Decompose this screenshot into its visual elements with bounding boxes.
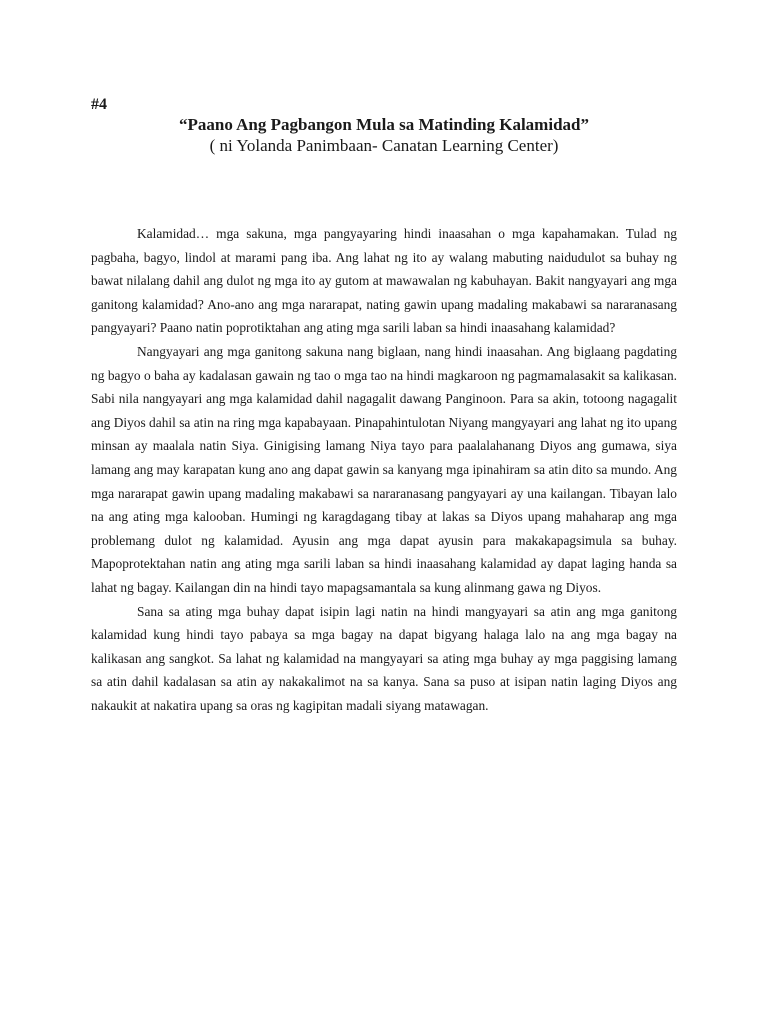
- document-title: “Paano Ang Pagbangon Mula sa Matinding Kalamidad”: [179, 115, 589, 134]
- paragraph-1: Kalamidad… mga sakuna, mga pangyayaring hindi inaasahan o mga kapahamakan. Tulad ng pagbaha, bagyo, lindol at marami pang iba. Ang lahat ng ito ay walang mabuting naidudulot sa buhay ng bawat nilalang dahil ang dulot ng mga ito ay gutom at mawawalan ng kabuhayan. Bakit nangyayari ang mga ganitong kalamidad? Ano-ano ang mga nararapat, nating gawin upang madaling makabawi sa nararanasang pangyayari? Paano natin poprotiktahan ang ating mga sarili laban sa hindi inaasahang kalamidad?: [91, 226, 677, 336]
- document-byline: ( ni Yolanda Panimbaan- Canatan Learning Center): [209, 136, 559, 155]
- paragraph-3: Sana sa ating mga buhay dapat isipin lagi natin na hindi mangyayari sa atin ang mga ganitong kalamidad kung hindi tayo pabaya sa mga bagay na dapat bigyang halaga lalo na ang mga bagay na kalikasan ang sangkot. Sa lahat ng kalamidad na mangyayari sa ating mga buhay ay mga paggising lamang sa atin dahil kadalasan sa atin ay nakakalimot na sa kanya. Sana sa puso at isipan natin laging Diyos ang nakaukit at nakatira upang sa oras ng kagipitan madali siyang matawagan.: [91, 603, 677, 713]
- paragraph-2: Nangyayari ang mga ganitong sakuna nang biglaan, nang hindi inaasahan. Ang biglaang pagdating ng bagyo o baha ay kadalasan gawain ng tao o mga tao na hindi magkaroon ng pagmamalasakit sa kalikasan. Sabi nila nangyayari ang mga kalamidad dahil nagagalit dawang Panginoon. Para sa akin, totoong nagagalit ang Diyos dahil sa atin na ring mga kapabayaan. Pinapahintulotan Niyang mangyayari ang lahat ng ito upang minsan ay maalala natin Siya. Ginigising lamang Niya tayo para paalalahanang Diyos ang gumawa, siya lamang ang may karapatan kung ano ang dapat gawin sa kanyang mga ipinahiram sa atin dito sa mundo. Ang mga nararapat gawin upang madaling makabawi sa nararanasang pangyayari ay una kailangan. Tibayan lalo na ang ating mga kalooban. Humingi ng karagdagang tibay at lakas sa Diyos upang mahaharap ang mga problemang dulot ng kalamidad. Ayusin ang mga dapat ayusin para makakapagsimula sa buhay. Mapoprotektahan natin ang ating mga sarili laban sa hindi inaasahang kalamidad ay dapat laging handa sa lahat ng bagay. Kailangan din na hindi tayo mapagsamantala sa kung alinmang gawa ng Diyos.: [91, 343, 677, 595]
- document-number: #4: [91, 96, 107, 113]
- document-body: [91, 222, 677, 717]
